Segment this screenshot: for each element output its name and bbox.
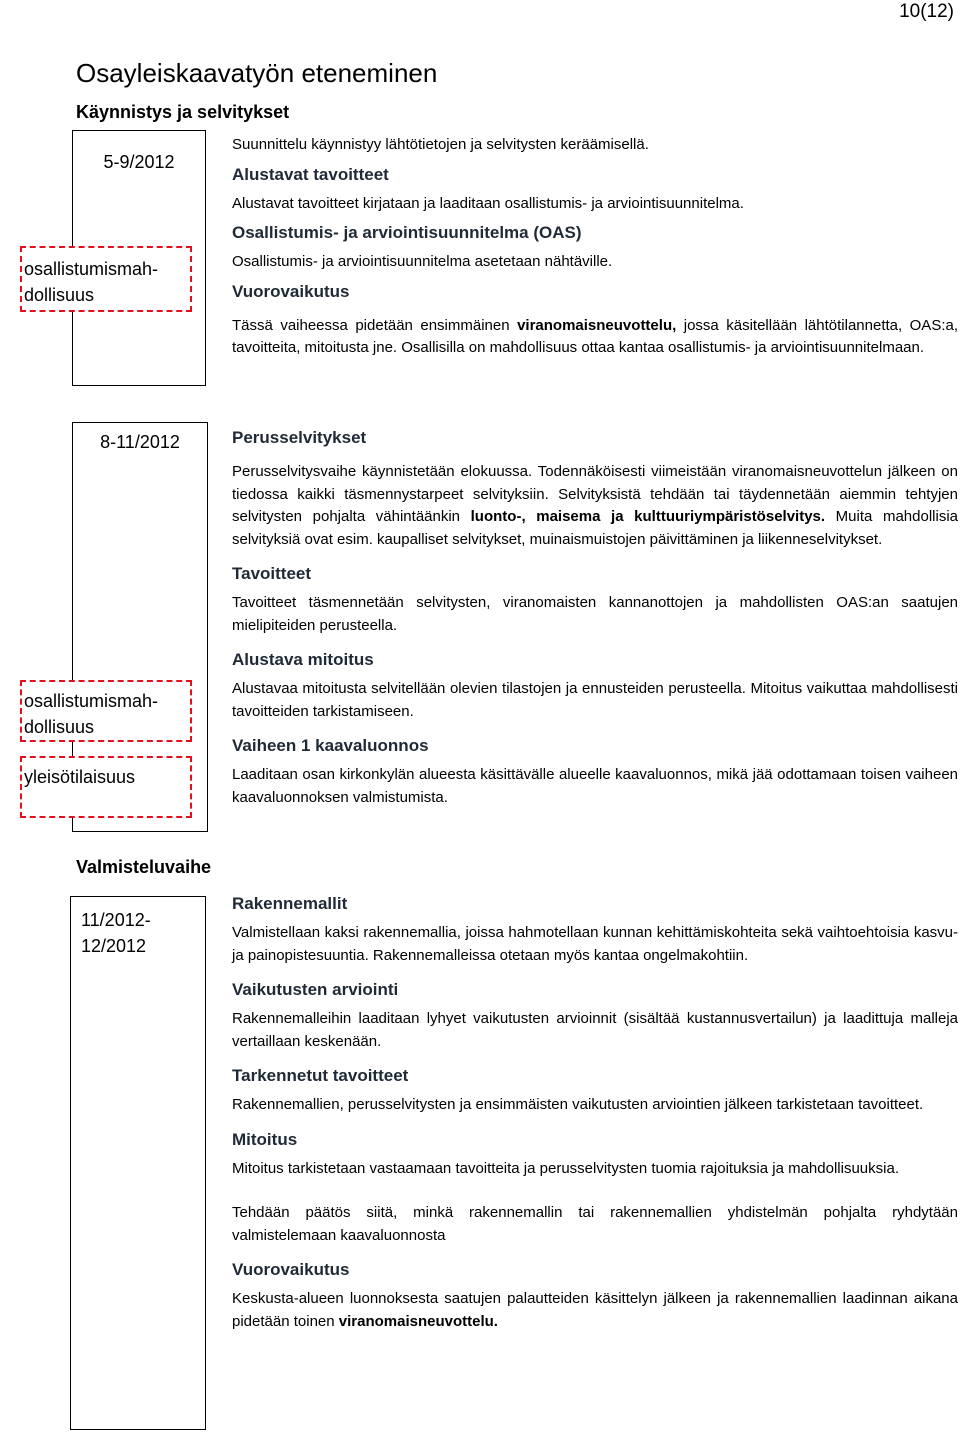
section-content-kaynnistys <box>232 134 958 360</box>
section-content-valmistelu <box>232 892 958 1333</box>
subheading: Vuorovaikutus <box>232 281 350 301</box>
paragraph: Tässä vaiheessa pidetään ensimmäinen viranomaisneuvottelu, jossa käsitellään lähtötilannetta, OAS:a, tavoitteita, mitoitusta jne. Osallisilla on mahdollisuus ottaa kantaa osallistumis- ja arviointisuunnitelmaan. <box>232 316 958 356</box>
document-title: Osayleiskaavatyön eteneminen <box>76 58 438 88</box>
phase-date: 8-11/2012 <box>100 432 180 452</box>
paragraph: Osallistumis- ja arviointisuunnitelma asetetaan nähtäville. <box>232 253 613 270</box>
subheading: Osallistumis- ja arviointisuunnitelma (OAS) <box>232 223 582 242</box>
subheading: Vaikutusten arviointi <box>232 980 399 999</box>
participation-marker: osallistumismah- dollisuus <box>20 246 192 312</box>
participation-marker: osallistumismah- dollisuus <box>20 680 192 742</box>
paragraph: Suunnittelu käynnistyy lähtötietojen ja selvitysten keräämisellä. <box>232 136 649 153</box>
section-heading-valmistelu: Valmisteluvaihe <box>76 857 212 877</box>
section-heading-kaynnistys: Käynnistys ja selvitykset <box>76 102 290 122</box>
subheading: Rakennemallit <box>232 894 348 913</box>
phase-box-valmistelu <box>70 896 206 1430</box>
paragraph: Tehdään päätös siitä, minkä rakennemallin tai rakennemallien yhdistelmän pohjalta ryhdytään valmistelemaan kaavaluonnosta <box>232 1204 958 1244</box>
paragraph: Valmistellaan kaksi rakennemallia, joissa hahmotellaan kunnan kehittämiskohteita sekä vaihtoehtoisia kasvu- ja painopistesuuntia. Rakennemalleissa otetaan myös kantaa ongelmakohtiin. <box>232 924 958 964</box>
subheading: Tarkennetut tavoitteet <box>232 1066 409 1085</box>
page-number: 10(12) <box>899 1 954 22</box>
subheading: Vaiheen 1 kaavaluonnos <box>232 736 429 755</box>
paragraph: Rakennemallien, perusselvitysten ja ensimmäisten vaikutusten arviointien jälkeen tarkistetaan tavoitteet. <box>232 1096 924 1113</box>
paragraph: Tavoitteet täsmennetään selvitysten, viranomaisten kannanottojen ja mahdollisten OAS:an saatujen mielipiteiden perusteella. <box>232 594 958 634</box>
paragraph: Mitoitus tarkistetaan vastaamaan tavoitteita ja perusselvitysten tuomia rajoituksia ja mahdollisuuksia. <box>232 1159 899 1177</box>
paragraph: Alustavat tavoitteet kirjataan ja laaditaan osallistumis- ja arviointisuunnitelma. <box>232 194 744 212</box>
subheading: Tavoitteet <box>232 564 312 583</box>
phase-date: 5-9/2012 <box>103 152 175 172</box>
subheading: Perusselvitykset <box>232 428 367 447</box>
paragraph: Laaditaan osan kirkonkylän alueesta käsittävälle alueelle kaavaluonnos, mikä jää odottamaan toisen vaiheen kaavaluonnoksen valmistumista. <box>232 766 958 806</box>
public-event-marker: yleisötilaisuus <box>20 756 192 818</box>
paragraph: Alustavaa mitoitusta selvitellään olevien tilastojen ja ennusteiden perusteella. Mitoitus vaikuttaa mahdollisesti tavoitteiden tarkistamiseen. <box>232 680 958 720</box>
paragraph: Keskusta-alueen luonnoksesta saatujen palautteiden käsittelyn jälkeen ja rakennemallien laadinnan aikana pidetään toinen viranomaisneuvottelu. <box>232 1290 958 1330</box>
paragraph: Perusselvitysvaihe käynnistetään elokuussa. Todennäköisesti viimeistään viranomaisneuvottelun jälkeen on tiedossa kaikki täsmennystarpeet selvityksiin. Selvityksistä tehdään tai täydennetään aiemmin tehtyjen selvitysten pohjalta vähintäänkin luonto-, maisema ja kulttuuriympäristöselvitys. Muita mahdollisia selvityksiä ovat esim. kaupalliset selvitykset, muinaismuistojen päivittäminen ja liikenneselvitykset. <box>232 463 958 548</box>
subheading: Mitoitus <box>232 1129 298 1149</box>
subheading: Alustavat tavoitteet <box>232 164 389 184</box>
paragraph: Rakennemalleihin laaditaan lyhyet vaikutusten arvioinnit (sisältää kustannusvertailun) ja laadittuja malleja vertaillaan keskenään. <box>232 1010 958 1050</box>
subheading: Vuorovaikutus <box>232 1260 350 1279</box>
section-content-perus <box>232 426 958 809</box>
subheading: Alustava mitoitus <box>232 650 374 669</box>
phase-date: 11/2012- 12/2012 <box>81 910 151 956</box>
